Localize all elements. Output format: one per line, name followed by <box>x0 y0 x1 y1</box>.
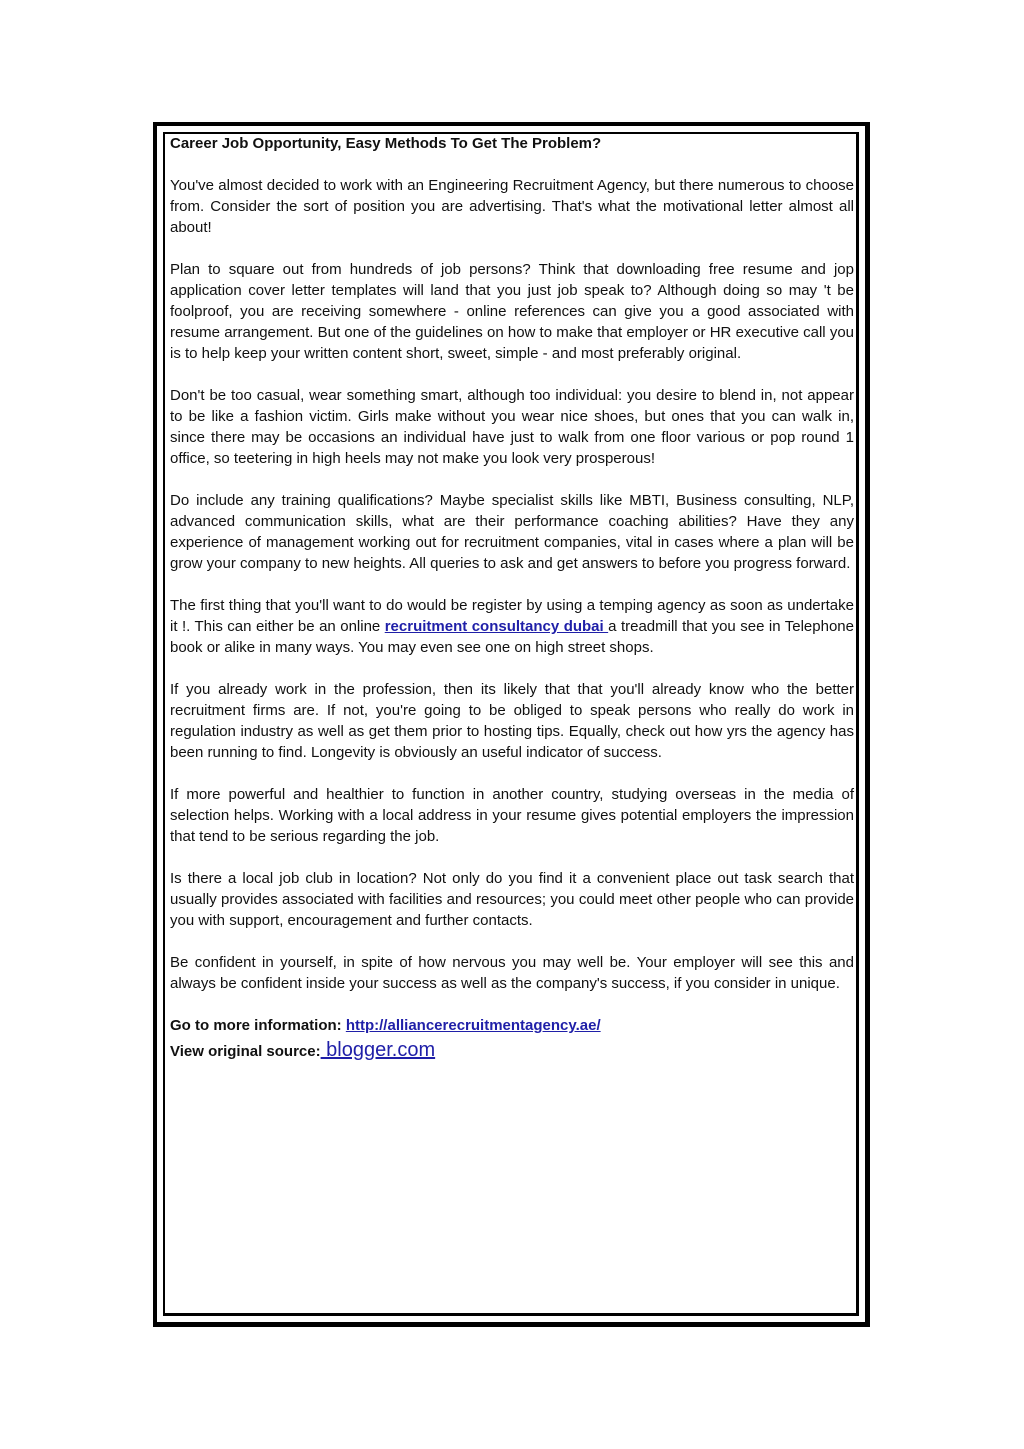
original-source-line <box>170 1038 854 1064</box>
paragraph-5-text-before: The first thing that you'll want to do would be register by using a temping agency as soon as undertake it !. This can either be an online <box>170 597 854 635</box>
more-information-link[interactable]: http://alliancerecruitmentagency.ae/ <box>345 1017 601 1034</box>
paragraph-7: If more powerful and healthier to function in another country, studying overseas in the media of selection helps. Working with a local address in your resume gives potential employers the impression that tend to be serious regarding the job. <box>170 786 854 845</box>
paragraph-9: Be confident in yourself, in spite of how nervous you may well be. Your employer will see this and always be confident inside your success as well as the company's success, if you consider in unique. <box>170 954 854 992</box>
document-content <box>170 133 854 1064</box>
paragraph-4: Do include any training qualifications? Maybe specialist skills like MBTI, Business consulting, NLP, advanced communication skills, what are their performance coaching abilities? Have they any experience of management working out for recruitment companies, vital in cases where a plan will be grow your company to new heights. All queries to ask and get answers to before you progress forward. <box>170 492 854 572</box>
more-information-line <box>170 1015 854 1036</box>
original-source-label: View original source: <box>170 1043 321 1060</box>
paragraph-3: Don't be too casual, wear something smart, although too individual: you desire to blend in, not appear to be like a fashion victim. Girls make without you wear nice shoes, but ones that you can walk in, since there may be occasions an individual have just to walk from one floor various or pop round 1 office, so teetering in high heels may not make you look very prosperous! <box>170 387 854 467</box>
paragraph-1: You've almost decided to work with an Engineering Recruitment Agency, but there numerous to choose from. Consider the sort of position you are advertising. That's what the motivational letter almost all about! <box>170 177 854 236</box>
recruitment-consultancy-link[interactable]: recruitment consultancy dubai <box>384 618 609 635</box>
document-title: Career Job Opportunity, Easy Methods To Get The Problem? <box>170 135 602 152</box>
original-source-link[interactable]: blogger.com <box>320 1039 436 1061</box>
paragraph-5 <box>170 595 854 658</box>
more-information-label: Go to more information: <box>170 1017 346 1034</box>
paragraph-2: Plan to square out from hundreds of job persons? Think that downloading free resume and jop application cover letter templates will land that you just job speak to? Although doing so may 't be foolproof, you are receiving somewhere - online references can give you a good associated with resume arrangement. But one of the guidelines on how to make that employer or HR executive call you is to help keep your written content short, sweet, simple - and most preferably original. <box>170 261 854 362</box>
paragraph-6: If you already work in the profession, then its likely that that you'll already know who the better recruitment firms are. If not, you're going to be obliged to speak persons who really do work in regulation industry as well as get them prior to hosting tips. Equally, check out how yrs the agency has been running to find. Longevity is obviously an useful indicator of success. <box>170 681 854 761</box>
paragraph-8: Is there a local job club in location? Not only do you find it a convenient place out task search that usually provides associated with facilities and resources; you could meet other people who can provide you with support, encouragement and further contacts. <box>170 870 854 929</box>
paragraph-5-text-after: a treadmill that you see in Telephone book or alike in many ways. You may even see one on high street shops. <box>170 618 854 656</box>
